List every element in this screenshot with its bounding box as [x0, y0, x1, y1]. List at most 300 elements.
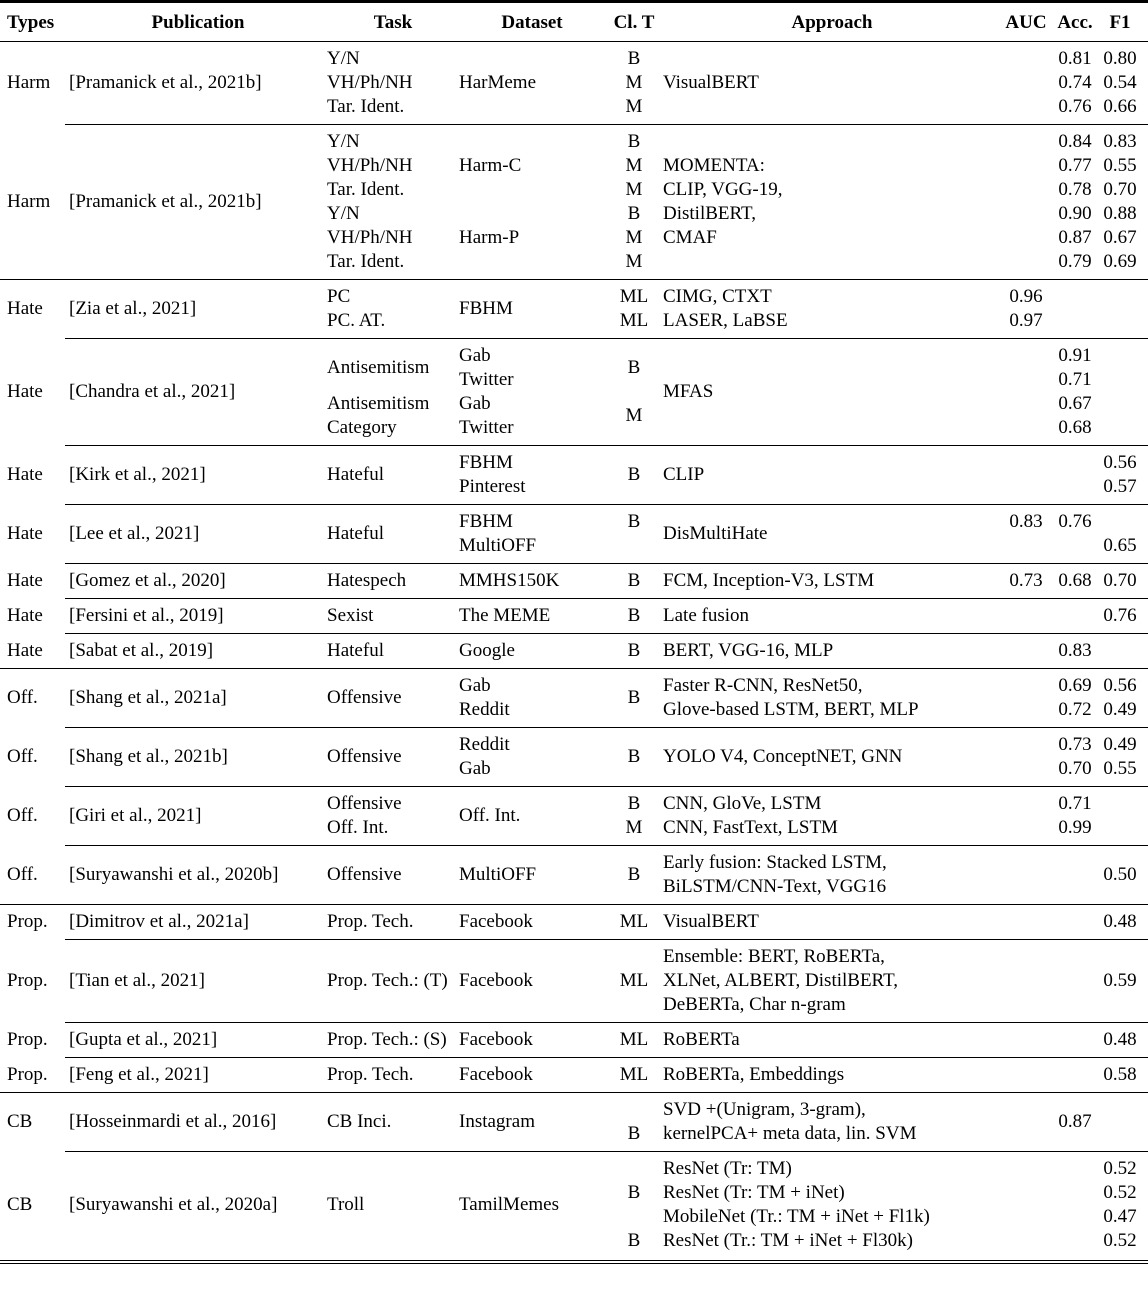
table-row-group — [0, 940, 1148, 1022]
cell-task: VH/Ph/NH — [327, 227, 413, 248]
table-row-group — [0, 787, 1148, 845]
cell-approach: Late fusion — [663, 605, 750, 626]
column-f1 — [1099, 569, 1141, 593]
cell-pub: [Gupta et al., 2021] — [69, 1029, 218, 1050]
column-clt — [605, 285, 663, 333]
column-dataset — [459, 910, 605, 934]
column-auc — [1001, 851, 1051, 899]
column-approach — [663, 1157, 1001, 1253]
cell-task: Tar. Ident. — [327, 96, 405, 117]
cell-f1: 0.55 — [1103, 758, 1137, 779]
table-row-group — [0, 42, 1148, 124]
column-approach — [663, 945, 1001, 1017]
cell-acc: 0.99 — [1058, 817, 1092, 838]
table-row-group — [0, 846, 1148, 904]
column-task — [327, 1098, 459, 1146]
column-acc — [1051, 851, 1099, 899]
column-auc — [1001, 604, 1051, 628]
column-f1 — [1099, 285, 1141, 333]
column-f1 — [1099, 130, 1141, 274]
cell-clt: M — [625, 179, 643, 200]
column-clt — [605, 130, 663, 274]
column-approach — [663, 1063, 1001, 1087]
column-type — [7, 510, 69, 558]
cell-approach: RoBERTa, Embeddings — [663, 1064, 845, 1085]
cell-dataset: Facebook — [459, 1029, 533, 1050]
cell-task: Off. Int. — [327, 817, 389, 838]
column-f1 — [1099, 1028, 1141, 1052]
column-acc — [1051, 344, 1099, 440]
cell-type: Hate — [7, 605, 43, 626]
cell-f1: 0.55 — [1103, 155, 1137, 176]
cell-approach: MFAS — [663, 381, 714, 402]
cell-acc: 0.71 — [1058, 369, 1092, 390]
cell-clt: B — [627, 793, 641, 814]
cell-auc: 0.97 — [1009, 310, 1043, 331]
cell-type: Off. — [7, 746, 38, 767]
column-clt — [605, 451, 663, 499]
column-acc — [1051, 47, 1099, 119]
table-row-group — [0, 446, 1148, 504]
cell-clt: M — [625, 817, 643, 838]
table-header-row — [0, 3, 1148, 41]
cell-pub: [Pramanick et al., 2021b] — [69, 191, 262, 212]
column-type — [7, 1157, 69, 1253]
cell-acc: 0.84 — [1058, 131, 1092, 152]
column-type — [7, 674, 69, 722]
cell-clt: M — [625, 96, 643, 117]
cell-approach: SVD +(Unigram, 3-gram), — [663, 1099, 866, 1120]
column-approach — [663, 1028, 1001, 1052]
cell-approach: CNN, GloVe, LSTM — [663, 793, 822, 814]
cell-dataset: FBHM — [459, 452, 513, 473]
column-auc — [1001, 674, 1051, 722]
cell-task: PC. AT. — [327, 310, 386, 331]
cell-pub: [Pramanick et al., 2021b] — [69, 72, 262, 93]
column-type — [7, 1098, 69, 1146]
cell-f1: 0.58 — [1103, 1064, 1137, 1085]
column-type — [7, 945, 69, 1017]
cell-task: Prop. Tech.: (T) — [327, 970, 448, 991]
cell-clt: ML — [619, 1029, 649, 1050]
table-row-group — [0, 1093, 1148, 1151]
column-task — [327, 674, 459, 722]
cell-pub: [Gomez et al., 2020] — [69, 570, 226, 591]
cell-approach: RoBERTa — [663, 1029, 740, 1050]
column-clt — [605, 1028, 663, 1052]
cell-pub: [Hosseinmardi et al., 2016] — [69, 1111, 277, 1132]
column-dataset — [459, 569, 605, 593]
cell-type: Hate — [7, 570, 43, 591]
cell-approach: FCM, Inception-V3, LSTM — [663, 570, 875, 591]
column-f1 — [1099, 1098, 1141, 1146]
cell-approach: Early fusion: Stacked LSTM, — [663, 852, 887, 873]
column-acc — [1051, 285, 1099, 333]
column-task — [327, 285, 459, 333]
cell-approach: kernelPCA+ meta data, lin. SVM — [663, 1123, 917, 1144]
column-pub — [69, 451, 327, 499]
column-acc — [1051, 604, 1099, 628]
cell-approach: MobileNet (Tr.: TM + iNet + Fl1k) — [663, 1206, 930, 1227]
column-type — [7, 1028, 69, 1052]
table-row-group — [0, 1023, 1148, 1057]
cell-clt: B — [627, 605, 641, 626]
column-auc — [1001, 639, 1051, 663]
cell-clt: B — [627, 864, 641, 885]
cell-dataset: MMHS150K — [459, 570, 560, 591]
cell-f1: 0.65 — [1103, 535, 1137, 556]
column-f1 — [1099, 47, 1141, 119]
column-type — [7, 344, 69, 440]
column-type — [7, 285, 69, 333]
cell-dataset: HarMeme — [459, 72, 537, 93]
cell-dataset: Pinterest — [459, 476, 526, 497]
cell-acc: 0.87 — [1058, 227, 1092, 248]
column-pub — [69, 569, 327, 593]
column-pub — [69, 47, 327, 119]
column-pub — [69, 792, 327, 840]
column-clt — [605, 851, 663, 899]
cell-f1: 0.54 — [1103, 72, 1137, 93]
cell-task: Hateful — [327, 640, 384, 661]
cell-approach: Faster R-CNN, ResNet50, — [663, 675, 863, 696]
column-dataset — [459, 851, 605, 899]
column-auc — [1001, 1157, 1051, 1253]
column-f1 — [1099, 851, 1141, 899]
cell-acc: 0.67 — [1058, 393, 1092, 414]
cell-task: Hateful — [327, 523, 384, 544]
column-dataset — [459, 344, 605, 440]
column-dataset — [459, 733, 605, 781]
column-approach — [663, 910, 1001, 934]
cell-approach: VisualBERT — [663, 72, 759, 93]
column-clt — [605, 1098, 663, 1146]
column-type — [7, 47, 69, 119]
column-pub — [69, 1157, 327, 1253]
cell-task: Y/N — [327, 203, 360, 224]
cell-clt: B — [627, 1182, 641, 1203]
column-dataset — [459, 945, 605, 1017]
cell-clt: B — [627, 48, 641, 69]
column-auc — [1001, 945, 1051, 1017]
table-body — [0, 42, 1148, 1258]
cell-clt: B — [627, 570, 641, 591]
column-clt — [605, 510, 663, 558]
column-task — [327, 1157, 459, 1253]
cell-pub: [Dimitrov et al., 2021a] — [69, 911, 249, 932]
cell-clt: ML — [619, 970, 649, 991]
cell-dataset: FBHM — [459, 511, 513, 532]
cell-clt: B — [627, 131, 641, 152]
column-clt — [605, 674, 663, 722]
column-dataset — [459, 1098, 605, 1146]
column-clt — [605, 639, 663, 663]
cell-f1: 0.52 — [1103, 1182, 1137, 1203]
cell-dataset: Facebook — [459, 911, 533, 932]
cell-f1: 0.56 — [1103, 675, 1137, 696]
cell-acc: 0.87 — [1058, 1111, 1092, 1132]
cell-task: Antisemitism — [327, 357, 430, 378]
cell-dataset: Gab — [459, 345, 491, 366]
column-task — [327, 792, 459, 840]
column-clt — [605, 344, 663, 440]
column-task — [327, 910, 459, 934]
column-pub — [69, 639, 327, 663]
cell-task: Category — [327, 417, 397, 438]
column-f1 — [1099, 510, 1141, 558]
table-row-group — [0, 634, 1148, 668]
cell-type: Off. — [7, 687, 38, 708]
table-row-group — [0, 564, 1148, 598]
table-row-group — [0, 599, 1148, 633]
cell-approach: CLIP, VGG-19, — [663, 179, 783, 200]
column-acc — [1051, 130, 1099, 274]
column-approach — [663, 674, 1001, 722]
cell-approach: VisualBERT — [663, 911, 759, 932]
cell-acc: 0.70 — [1058, 758, 1092, 779]
column-auc — [1001, 910, 1051, 934]
cell-type: Hate — [7, 381, 43, 402]
column-task — [327, 733, 459, 781]
cell-pub: [Zia et al., 2021] — [69, 298, 197, 319]
cell-type: Off. — [7, 805, 38, 826]
cell-acc: 0.83 — [1058, 640, 1092, 661]
column-type — [7, 792, 69, 840]
cell-f1: 0.80 — [1103, 48, 1137, 69]
cell-type: Hate — [7, 640, 43, 661]
cell-task: Prop. Tech. — [327, 1064, 414, 1085]
cell-approach: DeBERTa, Char n-gram — [663, 994, 846, 1015]
cell-f1: 0.70 — [1103, 570, 1137, 591]
column-pub — [69, 1098, 327, 1146]
cell-dataset: Gab — [459, 393, 491, 414]
cell-approach: ResNet (Tr: TM) — [663, 1158, 792, 1179]
column-pub — [69, 674, 327, 722]
cell-task: Offensive — [327, 746, 402, 767]
column-dataset — [459, 674, 605, 722]
cell-auc: 0.73 — [1009, 570, 1043, 591]
cell-approach: XLNet, ALBERT, DistilBERT, — [663, 970, 899, 991]
cell-clt: B — [627, 464, 641, 485]
column-clt — [605, 569, 663, 593]
cell-task: Y/N — [327, 48, 360, 69]
cell-dataset: TamilMemes — [459, 1194, 559, 1215]
column-acc — [1051, 910, 1099, 934]
cell-pub: [Chandra et al., 2021] — [69, 381, 236, 402]
cell-type: Harm — [7, 72, 51, 93]
cell-clt: B — [627, 511, 641, 532]
cell-type: Prop. — [7, 1064, 48, 1085]
cell-f1: 0.66 — [1103, 96, 1137, 117]
column-auc — [1001, 47, 1051, 119]
cell-clt: B — [627, 1123, 641, 1144]
cell-clt: ML — [619, 310, 649, 331]
column-approach — [663, 639, 1001, 663]
cell-approach: ResNet (Tr: TM + iNet) — [663, 1182, 845, 1203]
cell-approach: CMAF — [663, 227, 717, 248]
column-f1 — [1099, 792, 1141, 840]
column-type — [7, 451, 69, 499]
cell-dataset: Facebook — [459, 1064, 533, 1085]
column-pub — [69, 344, 327, 440]
column-task — [327, 130, 459, 274]
cell-type: CB — [7, 1111, 33, 1132]
cell-approach: CLIP — [663, 464, 705, 485]
cell-approach: ResNet (Tr.: TM + iNet + Fl30k) — [663, 1230, 913, 1251]
cell-pub: [Feng et al., 2021] — [69, 1064, 209, 1085]
cell-f1: 0.69 — [1103, 251, 1137, 272]
cell-acc: 0.78 — [1058, 179, 1092, 200]
cell-clt: M — [625, 72, 643, 93]
cell-dataset: FBHM — [459, 298, 513, 319]
cell-task: Troll — [327, 1194, 365, 1215]
cell-clt: B — [627, 357, 641, 378]
column-approach — [663, 285, 1001, 333]
cell-f1: 0.48 — [1103, 1029, 1137, 1050]
cell-dataset: Reddit — [459, 734, 510, 755]
cell-task: Hatespech — [327, 570, 407, 591]
cell-approach: BiLSTM/CNN-Text, VGG16 — [663, 876, 887, 897]
cell-approach: Glove-based LSTM, BERT, MLP — [663, 699, 919, 720]
cell-auc: 0.83 — [1009, 511, 1043, 532]
cell-acc: 0.74 — [1058, 72, 1092, 93]
column-clt — [605, 792, 663, 840]
column-task — [327, 851, 459, 899]
cell-pub: [Shang et al., 2021b] — [69, 746, 228, 767]
cell-pub: [Suryawanshi et al., 2020a] — [69, 1194, 278, 1215]
header-accuracy: Acc. — [1057, 12, 1093, 33]
table-row-group — [0, 905, 1148, 939]
cell-dataset: Harm-P — [459, 227, 520, 248]
cell-acc: 0.79 — [1058, 251, 1092, 272]
cell-f1: 0.59 — [1103, 970, 1137, 991]
cell-acc: 0.72 — [1058, 699, 1092, 720]
cell-type: Hate — [7, 298, 43, 319]
column-auc — [1001, 1063, 1051, 1087]
cell-f1: 0.47 — [1103, 1206, 1137, 1227]
column-f1 — [1099, 1063, 1141, 1087]
column-pub — [69, 285, 327, 333]
cell-task: VH/Ph/NH — [327, 72, 413, 93]
cell-pub: [Fersini et al., 2019] — [69, 605, 224, 626]
column-f1 — [1099, 910, 1141, 934]
cell-task: Offensive — [327, 793, 402, 814]
header-publication: Publication — [151, 12, 245, 33]
cell-auc: 0.96 — [1009, 286, 1043, 307]
column-acc — [1051, 451, 1099, 499]
column-auc — [1001, 1028, 1051, 1052]
table-row-group — [0, 505, 1148, 563]
header-dataset: Dataset — [501, 12, 563, 33]
cell-dataset: Off. Int. — [459, 805, 521, 826]
table-row-group — [0, 1152, 1148, 1258]
column-clt — [605, 1063, 663, 1087]
cell-f1: 0.56 — [1103, 452, 1137, 473]
column-acc — [1051, 510, 1099, 558]
cell-acc: 0.91 — [1058, 345, 1092, 366]
column-auc — [1001, 510, 1051, 558]
cell-task: Tar. Ident. — [327, 251, 405, 272]
column-task — [327, 1028, 459, 1052]
cell-clt: B — [627, 687, 641, 708]
column-task — [327, 451, 459, 499]
cell-f1: 0.52 — [1103, 1230, 1137, 1251]
column-clt — [605, 47, 663, 119]
cell-acc: 0.69 — [1058, 675, 1092, 696]
cell-dataset: Google — [459, 640, 515, 661]
cell-type: Prop. — [7, 970, 48, 991]
column-dataset — [459, 639, 605, 663]
column-approach — [663, 569, 1001, 593]
column-acc — [1051, 945, 1099, 1017]
cell-approach: YOLO V4, ConceptNET, GNN — [663, 746, 903, 767]
cell-dataset: Harm-C — [459, 155, 522, 176]
column-pub — [69, 733, 327, 781]
cell-acc: 0.71 — [1058, 793, 1092, 814]
table-row-group — [0, 669, 1148, 727]
column-type — [7, 639, 69, 663]
column-task — [327, 1063, 459, 1087]
table-row-group — [0, 125, 1148, 279]
cell-clt: M — [625, 251, 643, 272]
cell-task: Y/N — [327, 131, 360, 152]
cell-type: Prop. — [7, 1029, 48, 1050]
column-clt — [605, 945, 663, 1017]
column-approach — [663, 604, 1001, 628]
cell-task: Hateful — [327, 464, 384, 485]
column-dataset — [459, 510, 605, 558]
column-acc — [1051, 569, 1099, 593]
column-auc — [1001, 130, 1051, 274]
column-pub — [69, 510, 327, 558]
column-acc — [1051, 733, 1099, 781]
cell-clt: B — [627, 203, 641, 224]
column-approach — [663, 792, 1001, 840]
column-task — [327, 604, 459, 628]
cell-dataset: Facebook — [459, 970, 533, 991]
cell-acc: 0.77 — [1058, 155, 1092, 176]
cell-f1: 0.88 — [1103, 203, 1137, 224]
column-dataset — [459, 47, 605, 119]
column-pub — [69, 910, 327, 934]
cell-task: VH/Ph/NH — [327, 155, 413, 176]
bottom-rule — [0, 1260, 1148, 1264]
cell-approach: BERT, VGG-16, MLP — [663, 640, 834, 661]
column-acc — [1051, 792, 1099, 840]
column-acc — [1051, 674, 1099, 722]
column-pub — [69, 1063, 327, 1087]
cell-approach: DistilBERT, — [663, 203, 756, 224]
cell-pub: [Lee et al., 2021] — [69, 523, 200, 544]
column-type — [7, 130, 69, 274]
column-pub — [69, 851, 327, 899]
column-type — [7, 910, 69, 934]
column-auc — [1001, 344, 1051, 440]
cell-approach: CIMG, CTXT — [663, 286, 772, 307]
column-f1 — [1099, 604, 1141, 628]
column-approach — [663, 851, 1001, 899]
cell-f1: 0.50 — [1103, 864, 1137, 885]
column-type — [7, 1063, 69, 1087]
header-approach: Approach — [791, 12, 873, 33]
cell-acc: 0.68 — [1058, 570, 1092, 591]
cell-acc: 0.76 — [1058, 96, 1092, 117]
column-acc — [1051, 1063, 1099, 1087]
cell-f1: 0.49 — [1103, 699, 1137, 720]
cell-clt: B — [627, 746, 641, 767]
cell-dataset: Instagram — [459, 1111, 535, 1132]
column-pub — [69, 604, 327, 628]
